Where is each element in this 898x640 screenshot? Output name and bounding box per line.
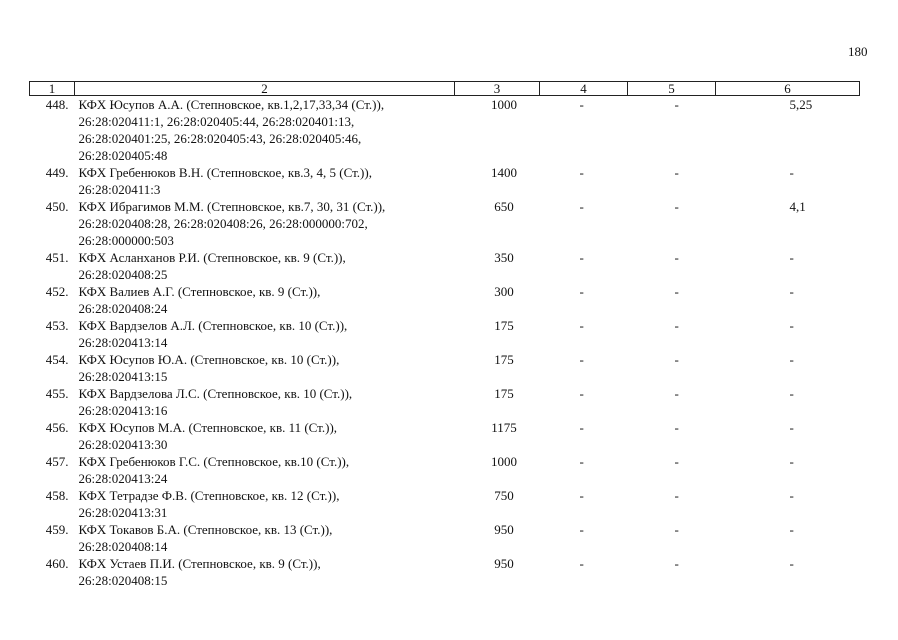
table-row: [30, 555, 860, 589]
area-value: 650: [494, 199, 514, 214]
col5-value: -: [674, 352, 679, 367]
col6-value: -: [789, 250, 794, 265]
row-number: 455.: [45, 386, 69, 401]
row-number: 449.: [45, 165, 69, 180]
col5-value: -: [674, 97, 679, 112]
col6-value: -: [789, 284, 794, 299]
col6-value: 5,25: [789, 97, 813, 112]
header-row: [30, 82, 860, 96]
col5-value: -: [674, 522, 679, 537]
area-value: 950: [494, 556, 514, 571]
farm-description: КФХ Токавов Б.А. (Степновское, кв. 13 (Ст.)), 26:28:020408:14: [78, 522, 333, 554]
col5-value: -: [674, 250, 679, 265]
table-row: [30, 385, 860, 419]
table-row: [30, 249, 860, 283]
col5-value: -: [674, 488, 679, 503]
col4-value: -: [579, 250, 584, 265]
col4-value: -: [579, 352, 584, 367]
col6-value: -: [789, 454, 794, 469]
table-row: [30, 453, 860, 487]
table-row: [30, 198, 860, 249]
col4-value: -: [579, 165, 584, 180]
header-col-1: 1: [30, 82, 75, 96]
farm-description: КФХ Ибрагимов М.М. (Степновское, кв.7, 30, 31 (Ст.)), 26:28:020408:28, 26:28:020408:26, 26:28:000000:702, 26:28:000000:503: [78, 199, 386, 248]
row-number: 458.: [45, 488, 69, 503]
table-body: [30, 96, 860, 590]
row-number: 450.: [45, 199, 69, 214]
header-col-3: 3: [455, 82, 540, 96]
col6-value: 4,1: [789, 199, 806, 214]
area-value: 950: [494, 522, 514, 537]
table-row: [30, 164, 860, 198]
area-value: 175: [494, 318, 514, 333]
farm-description: КФХ Гребенюков Г.С. (Степновское, кв.10 (Ст.)), 26:28:020413:24: [78, 454, 350, 486]
area-value: 1000: [491, 97, 517, 112]
col4-value: -: [579, 420, 584, 435]
area-value: 1400: [491, 165, 517, 180]
page-number: 180: [848, 44, 868, 59]
land-table: [29, 81, 860, 589]
col6-value: -: [789, 556, 794, 571]
col5-value: -: [674, 556, 679, 571]
table-row: [30, 96, 860, 165]
col4-value: -: [579, 556, 584, 571]
col4-value: -: [579, 97, 584, 112]
col5-value: -: [674, 199, 679, 214]
col6-value: -: [789, 386, 794, 401]
farm-description: КФХ Тетрадзе Ф.В. (Степновское, кв. 12 (Ст.)), 26:28:020413:31: [78, 488, 340, 520]
area-value: 175: [494, 386, 514, 401]
header-col-5: 5: [628, 82, 716, 96]
col6-value: -: [789, 165, 794, 180]
col6-value: -: [789, 522, 794, 537]
farm-description: КФХ Асланханов Р.И. (Степновское, кв. 9 (Ст.)), 26:28:020408:25: [78, 250, 346, 282]
area-value: 175: [494, 352, 514, 367]
col4-value: -: [579, 488, 584, 503]
col4-value: -: [579, 284, 584, 299]
area-value: 1000: [491, 454, 517, 469]
table-row: [30, 317, 860, 351]
row-number: 459.: [45, 522, 69, 537]
header-col-2: 2: [75, 82, 455, 96]
row-number: 453.: [45, 318, 69, 333]
header-col-4: 4: [540, 82, 628, 96]
farm-description: КФХ Юсупов Ю.А. (Степновское, кв. 10 (Ст.)), 26:28:020413:15: [78, 352, 340, 384]
col4-value: -: [579, 522, 584, 537]
col5-value: -: [674, 386, 679, 401]
farm-description: КФХ Вардзелова Л.С. (Степновское, кв. 10 (Ст.)), 26:28:020413:16: [78, 386, 353, 418]
row-number: 460.: [45, 556, 69, 571]
table-row: [30, 283, 860, 317]
row-number: 457.: [45, 454, 69, 469]
col4-value: -: [579, 318, 584, 333]
row-number: 452.: [45, 284, 69, 299]
farm-description: КФХ Юсупов А.А. (Степновское, кв.1,2,17,33,34 (Ст.)), 26:28:020411:1, 26:28:020405:44, 26:28:020401:13, 26:28:020401:25, 26:28:020405:43, 26:28:020405:46, 26:28:020405:48: [78, 97, 385, 163]
farm-description: КФХ Устаев П.И. (Степновское, кв. 9 (Ст.)), 26:28:020408:15: [78, 556, 321, 588]
col5-value: -: [674, 318, 679, 333]
col6-value: -: [789, 420, 794, 435]
farm-description: КФХ Гребенюков В.Н. (Степновское, кв.3, 4, 5 (Ст.)), 26:28:020411:3: [78, 165, 372, 197]
table-row: [30, 419, 860, 453]
area-value: 750: [494, 488, 514, 503]
col4-value: -: [579, 199, 584, 214]
area-value: 350: [494, 250, 514, 265]
table-row: [30, 521, 860, 555]
col4-value: -: [579, 454, 584, 469]
header-col-6: 6: [716, 82, 860, 96]
col6-value: -: [789, 488, 794, 503]
col5-value: -: [674, 420, 679, 435]
table-row: [30, 487, 860, 521]
row-number: 456.: [45, 420, 69, 435]
col5-value: -: [674, 165, 679, 180]
col6-value: -: [789, 352, 794, 367]
table-row: [30, 351, 860, 385]
col4-value: -: [579, 386, 584, 401]
col5-value: -: [674, 284, 679, 299]
area-value: 1175: [491, 420, 517, 435]
row-number: 448.: [45, 97, 69, 112]
area-value: 300: [494, 284, 514, 299]
row-number: 454.: [45, 352, 69, 367]
col5-value: -: [674, 454, 679, 469]
farm-description: КФХ Юсупов М.А. (Степновское, кв. 11 (Ст.)), 26:28:020413:30: [78, 420, 338, 452]
row-number: 451.: [45, 250, 69, 265]
farm-description: КФХ Вардзелов А.Л. (Степновское, кв. 10 (Ст.)), 26:28:020413:14: [78, 318, 348, 350]
table-header: [30, 82, 860, 96]
col6-value: -: [789, 318, 794, 333]
farm-description: КФХ Валиев А.Г. (Степновское, кв. 9 (Ст.)), 26:28:020408:24: [78, 284, 321, 316]
